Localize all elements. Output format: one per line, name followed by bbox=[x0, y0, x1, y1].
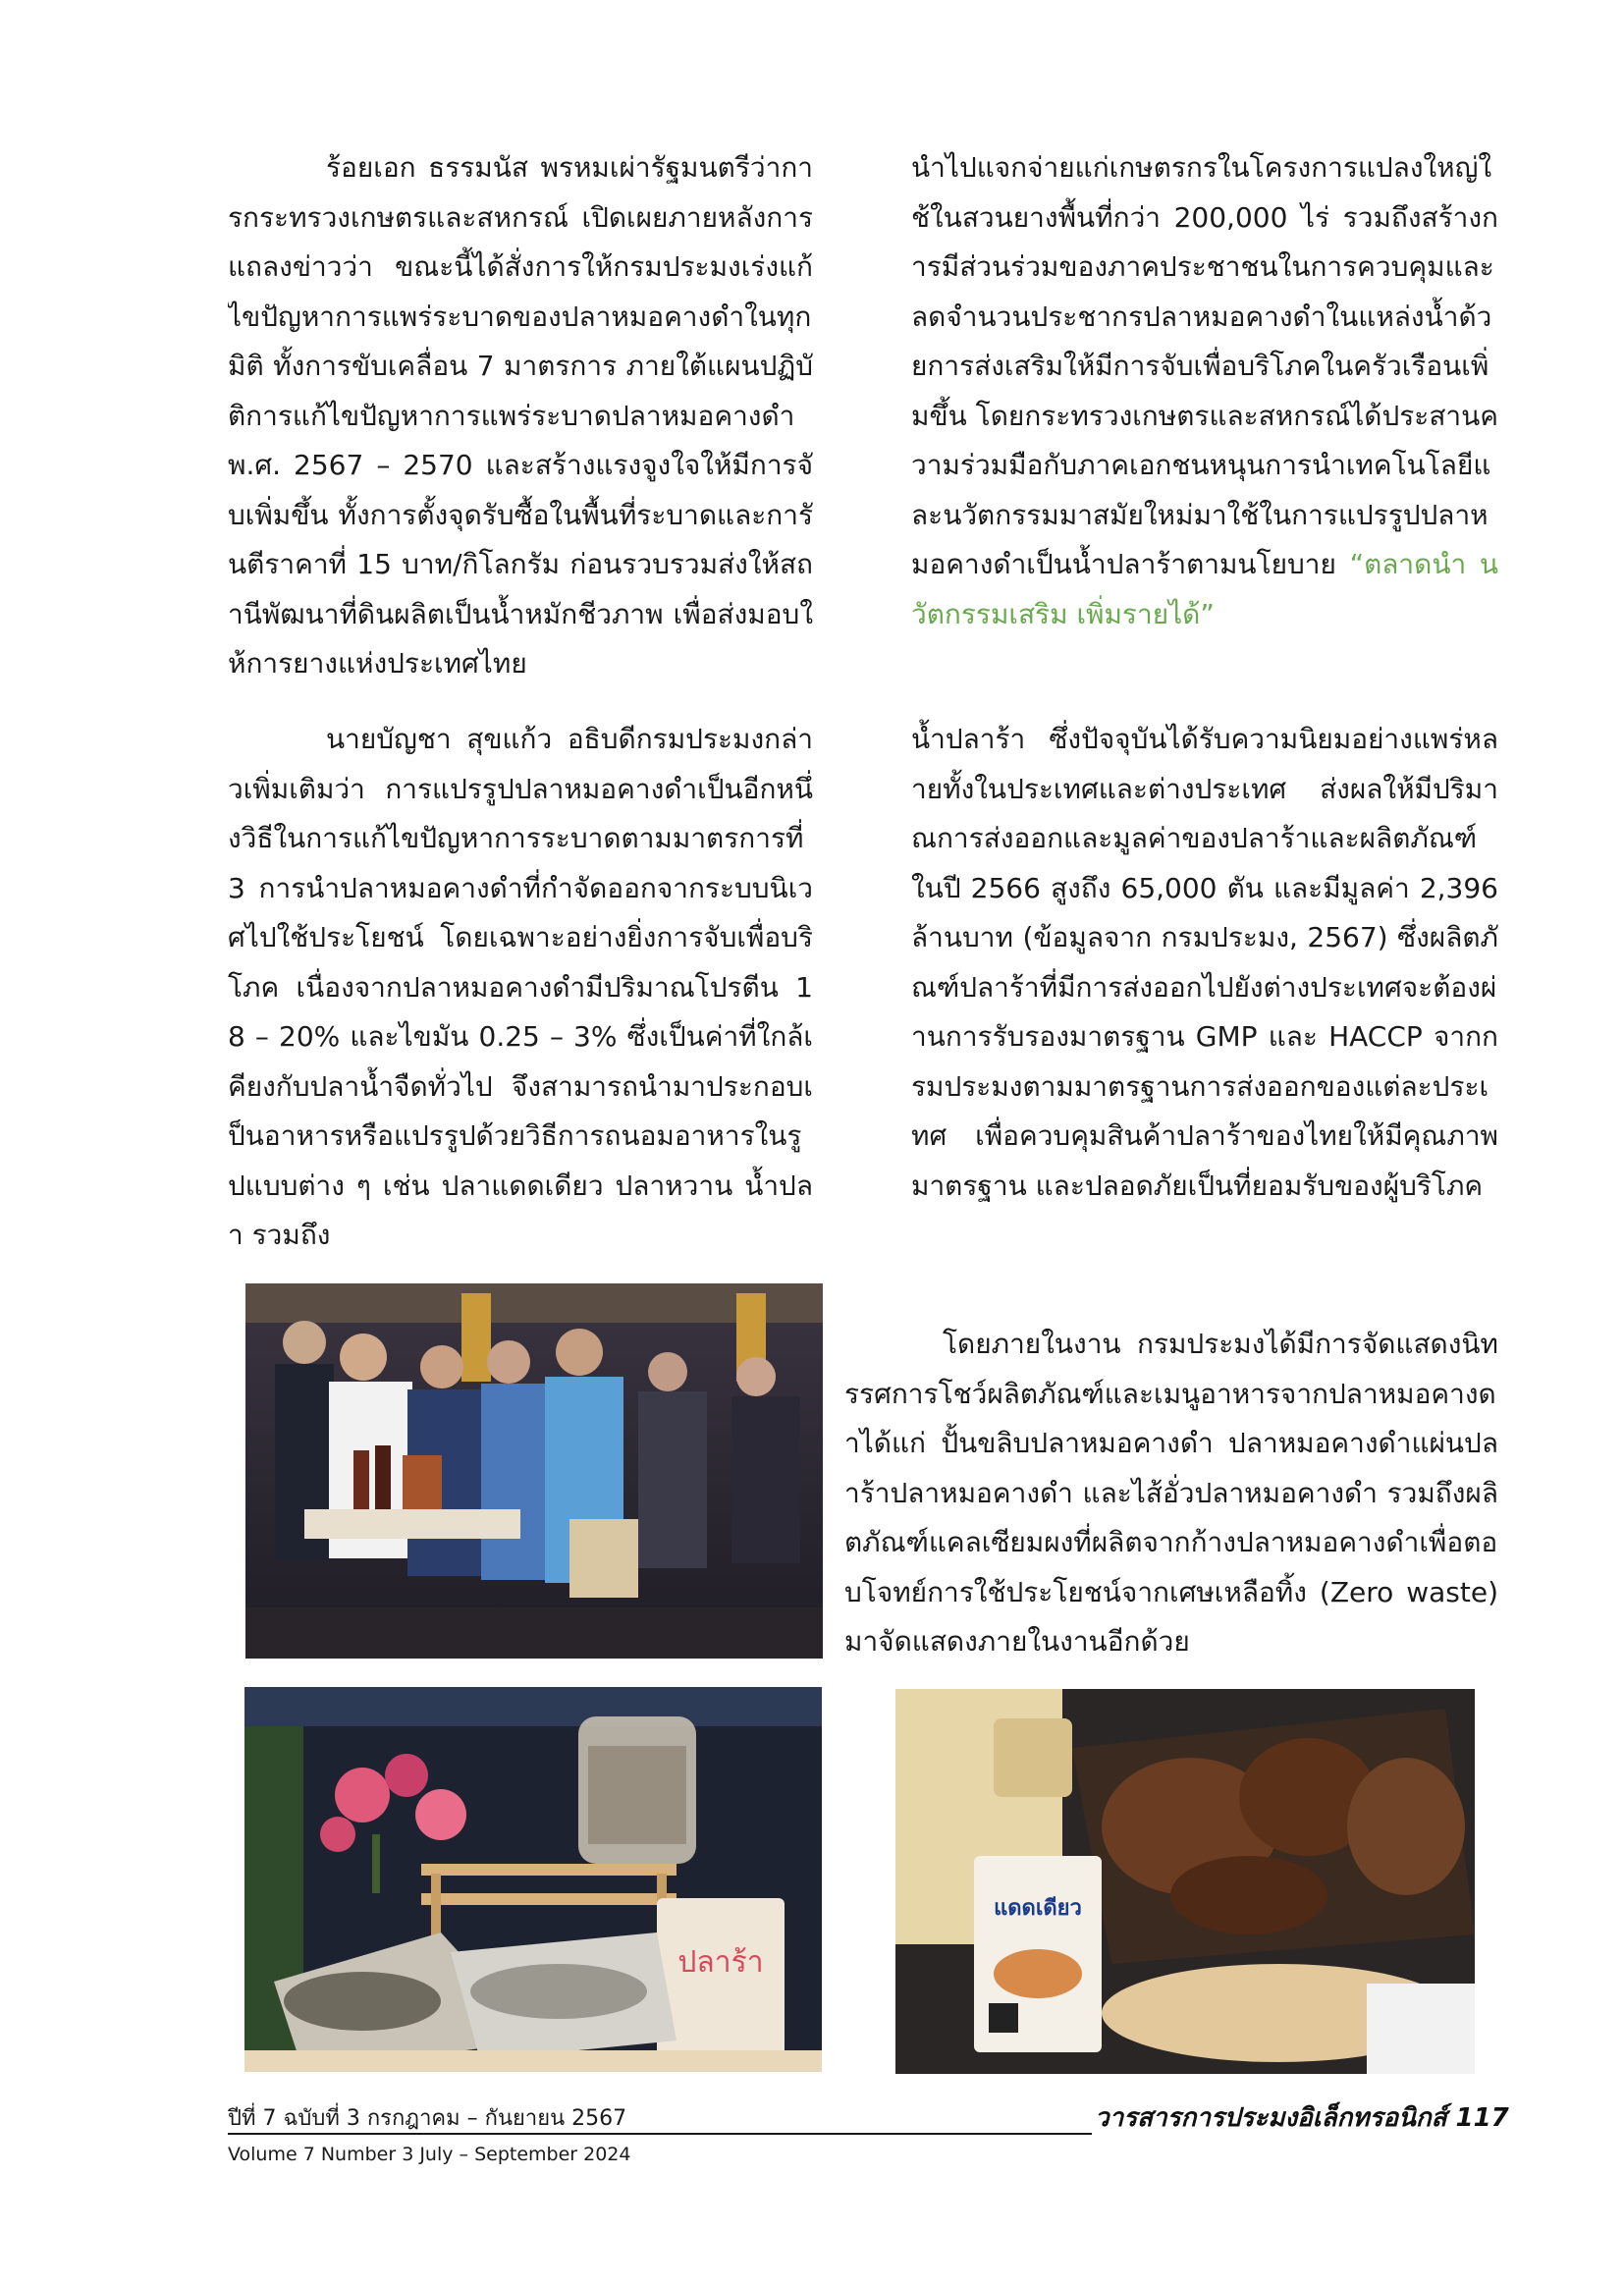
paragraph-minister-statement-text: ร้อยเอก ธรรมนัส พรหมเผ่ารัฐมนตรีว่าการกระทรวงเกษตรและสหกรณ์ เปิดเผยภายหลังการแถลงข่าวว่า ขณะนี้ได้สั่งการให้กรมประมงเร่งแก้ไขปัญหาการแพร่ระบาดของปลาหมอคางดำในทุกมิติ ทั้งการขับเคลื่อน 7 มาตรการ ภายใต้แผนปฏิบัติการแก้ไขปัญหาการแพร่ระบาดปลาหมอคางดำ พ.ศ. 2567 – 2570 และสร้างแรงจูงใจให้มีการจับเพิ่มขึ้น ทั้งการตั้งจุดรับซื้อในพื้นที่ระบาดและการันตีราคาที่ 15 บาท/กิโลกรัม ก่อนรวบรวมส่งให้สถานีพัฒนาที่ดินผลิตเป็นน้ำหมักชีวภาพ เพื่อส่งมอบให้การยางแห่งประเทศไทย bbox=[228, 151, 813, 680]
paragraph-exhibition bbox=[844, 1320, 1498, 1673]
dried-fish-label: แดดเดียว bbox=[994, 1896, 1082, 1921]
package-label: ปลาร้า bbox=[677, 1945, 764, 1980]
footer-divider bbox=[228, 2133, 1092, 2135]
footer-journal-name: วารสารการประมงอิเล็กทรอนิกส์ 117 bbox=[1095, 2103, 1509, 2133]
photo-event-officials bbox=[245, 1283, 823, 1659]
paragraph-exhibition-text: โดยภายในงาน กรมประมงได้มีการจัดแสดงนิทรรศการโชว์ผลิตภัณฑ์และเมนูอาหารจากปลาหมอคางดำได้แก่ ปั้นขลิบปลาหมอคางดำ ปลาหมอคางดำแผ่นปลาร้าปลาหมอคางดำ และไส้อั่วปลาหมอคางดำ รวมถึงผลิตภัณฑ์แคลเซียมผงที่ผลิตจากก้างปลาหมอคางดำเพื่อตอบโจทย์การใช้ประโยชน์จากเศษเหลือทิ้ง (Zero waste) มาจัดแสดงภายในงานอีกด้วย bbox=[844, 1328, 1498, 1658]
paragraph-pla-ra-export bbox=[911, 715, 1498, 1265]
photo-pla-ra-display bbox=[244, 1687, 822, 2072]
paragraph-pla-ra-export-text: น้ำปลาร้า ซึ่งปัจจุบันได้รับความนิยมอย่างแพร่หลายทั้งในประเทศและต่างประเทศ ส่งผลให้มีปริมาณการส่งออกและมูลค่าของปลาร้าและผลิตภัณฑ์ ในปี 2566 สูงถึง 65,000 ตัน และมีมูลค่า 2,396 ล้านบาท (ข้อมูลจาก กรมประมง, 2567) ซึ่งผลิตภัณฑ์ปลาร้าที่มีการส่งออกไปยังต่างประเทศจะต้องผ่านการรับรองมาตรฐาน GMP และ HACCP จากกรมประมงตามมาตรฐานการส่งออกของแต่ละประเทศ เพื่อควบคุมสินค้าปลาร้าของไทยให้มีคุณภาพ มาตรฐาน และปลอดภัยเป็นที่ยอมรับของผู้บริโภค bbox=[911, 723, 1498, 1202]
photo-dried-fish-product bbox=[895, 1689, 1475, 2074]
paragraph-minister-statement bbox=[228, 143, 813, 693]
paragraph-director-general bbox=[228, 715, 813, 1265]
footer-issue-thai: ปีที่ 7 ฉบับที่ 3 กรกฎาคม – กันยายน 2567 bbox=[228, 2106, 627, 2131]
footer-issue-english: Volume 7 Number 3 July – September 2024 bbox=[228, 2144, 631, 2165]
paragraph-distribution bbox=[911, 143, 1498, 644]
policy-slogan: “ตลาดนำ นวัตกรรมเสริม เพิ่มรายได้” bbox=[911, 548, 1498, 630]
paragraph-director-general-text: นายบัญชา สุขแก้ว อธิบดีกรมประมงกล่าวเพิ่มเติมว่า การแปรรูปปลาหมอคางดำเป็นอีกหนึ่งวิธีในการแก้ไขปัญหาการระบาดตามมาตรการที่ 3 การนำปลาหมอคางดำที่กำจัดออกจากระบบนิเวศไปใช้ประโยชน์ โดยเฉพาะอย่างยิ่งการจับเพื่อบริโภค เนื่องจากปลาหมอคางดำมีปริมาณโปรตีน 18 – 20% และไขมัน 0.25 – 3% ซึ่งเป็นค่าที่ใกล้เคียงกับปลาน้ำจืดทั่วไป จึงสามารถนำมาประกอบเป็นอาหารหรือแปรรูปด้วยวิธีการถนอมอาหารในรูปแบบต่าง ๆ เช่น ปลาแดดเดียว ปลาหวาน น้ำปลา รวมถึง bbox=[228, 723, 813, 1251]
paragraph-distribution-text: นำไปแจกจ่ายแก่เกษตรกรในโครงการแปลงใหญ่ใช้ในสวนยางพื้นที่กว่า 200,000 ไร่ รวมถึงสร้างการมีส่วนร่วมของภาคประชาชนในการควบคุมและลดจำนวนประชากรปลาหมอคางดำในแหล่งน้ำด้วยการส่งเสริมให้มีการจับเพื่อบริโภคในครัวเรือนเพิ่มขึ้น โดยกระทรวงเกษตรและสหกรณ์ได้ประสานความร่วมมือกับภาคเอกชนหนุนการนำเทคโนโลยีและนวัตกรรมมาสมัยใหม่มาใช้ในการแปรรูปปลาหมอคางดำเป็นน้ำปลาร้าตามนโยบาย bbox=[911, 151, 1498, 580]
